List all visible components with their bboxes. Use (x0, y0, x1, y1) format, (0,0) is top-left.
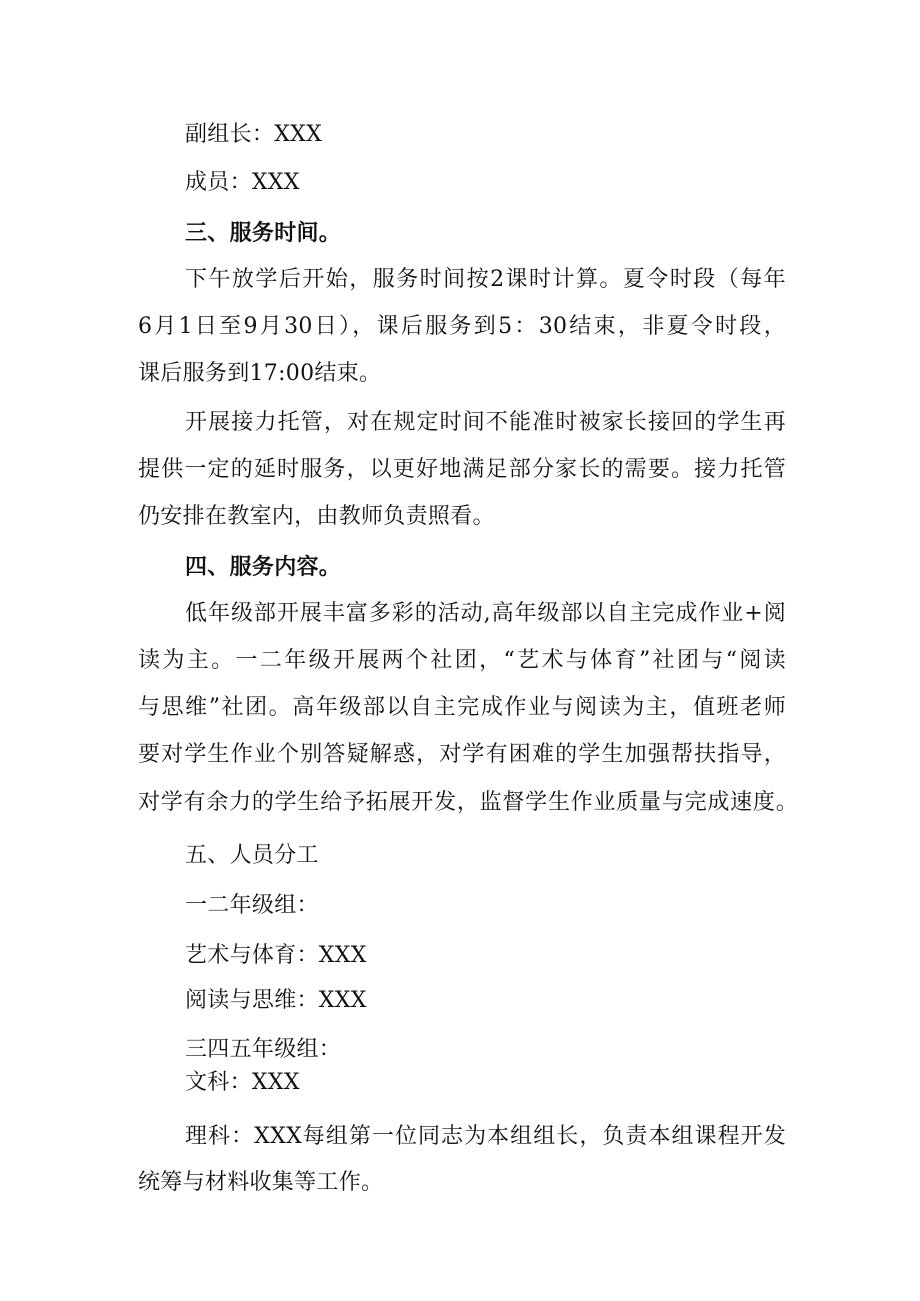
paragraph-line: 统筹与材料收集等工作。 (138, 1170, 384, 1195)
deputy-leader: 副组长：XXX (185, 122, 323, 147)
section-5-heading: 五、人员分工 (185, 843, 319, 868)
paragraph-line: 低年级部开展丰富多彩的活动,高年级部以自主完成作业+阅 (185, 601, 786, 626)
paragraph-line: 仍安排在教室内，由教师负责照看。 (138, 504, 495, 529)
paragraph-line: 提供一定的延时服务，以更好地满足部分家长的需要。接力托管 (138, 457, 786, 482)
paragraph-line: 下午放学后开始，服务时间按2课时计算。夏令时段（每年 (185, 267, 786, 292)
paragraph-line: 6月1日至9月30日），课后服务到5：30结束，非夏令时段， (138, 314, 786, 339)
paragraph-line: 课后服务到17:00结束。 (138, 361, 382, 386)
paragraph-line: 开展接力托管，对在规定时间不能准时被家长接回的学生再 (185, 410, 786, 435)
section-4-heading: 四、服务内容。 (185, 554, 342, 580)
paragraph-line: 要对学生作业个别答疑解惑，对学有困难的学生加强帮扶指导， (138, 742, 786, 767)
liberal-arts-line: 文科：XXX (185, 1070, 300, 1095)
art-pe-line: 艺术与体育：XXX (185, 943, 367, 968)
group-12-label: 一二年级组： (185, 893, 319, 918)
paragraph-line: 对学有余力的学生给予拓展开发，监督学生作业质量与完成速度。 (138, 790, 798, 815)
paragraph-line: 与思维”社团。高年级部以自主完成作业与阅读为主，值班老师 (138, 695, 786, 720)
paragraph-line: 理科：XXX每组第一位同志为本组组长，负责本组课程开发 (185, 1124, 786, 1149)
members: 成员：XXX (185, 170, 300, 195)
reading-thinking-line: 阅读与思维：XXX (185, 988, 367, 1013)
group-345-label: 三四五年级组： (185, 1037, 342, 1062)
paragraph-line: 读为主。一二年级开展两个社团，“艺术与体育”社团与“阅读 (138, 648, 786, 673)
section-3-heading: 三、服务时间。 (185, 220, 342, 246)
